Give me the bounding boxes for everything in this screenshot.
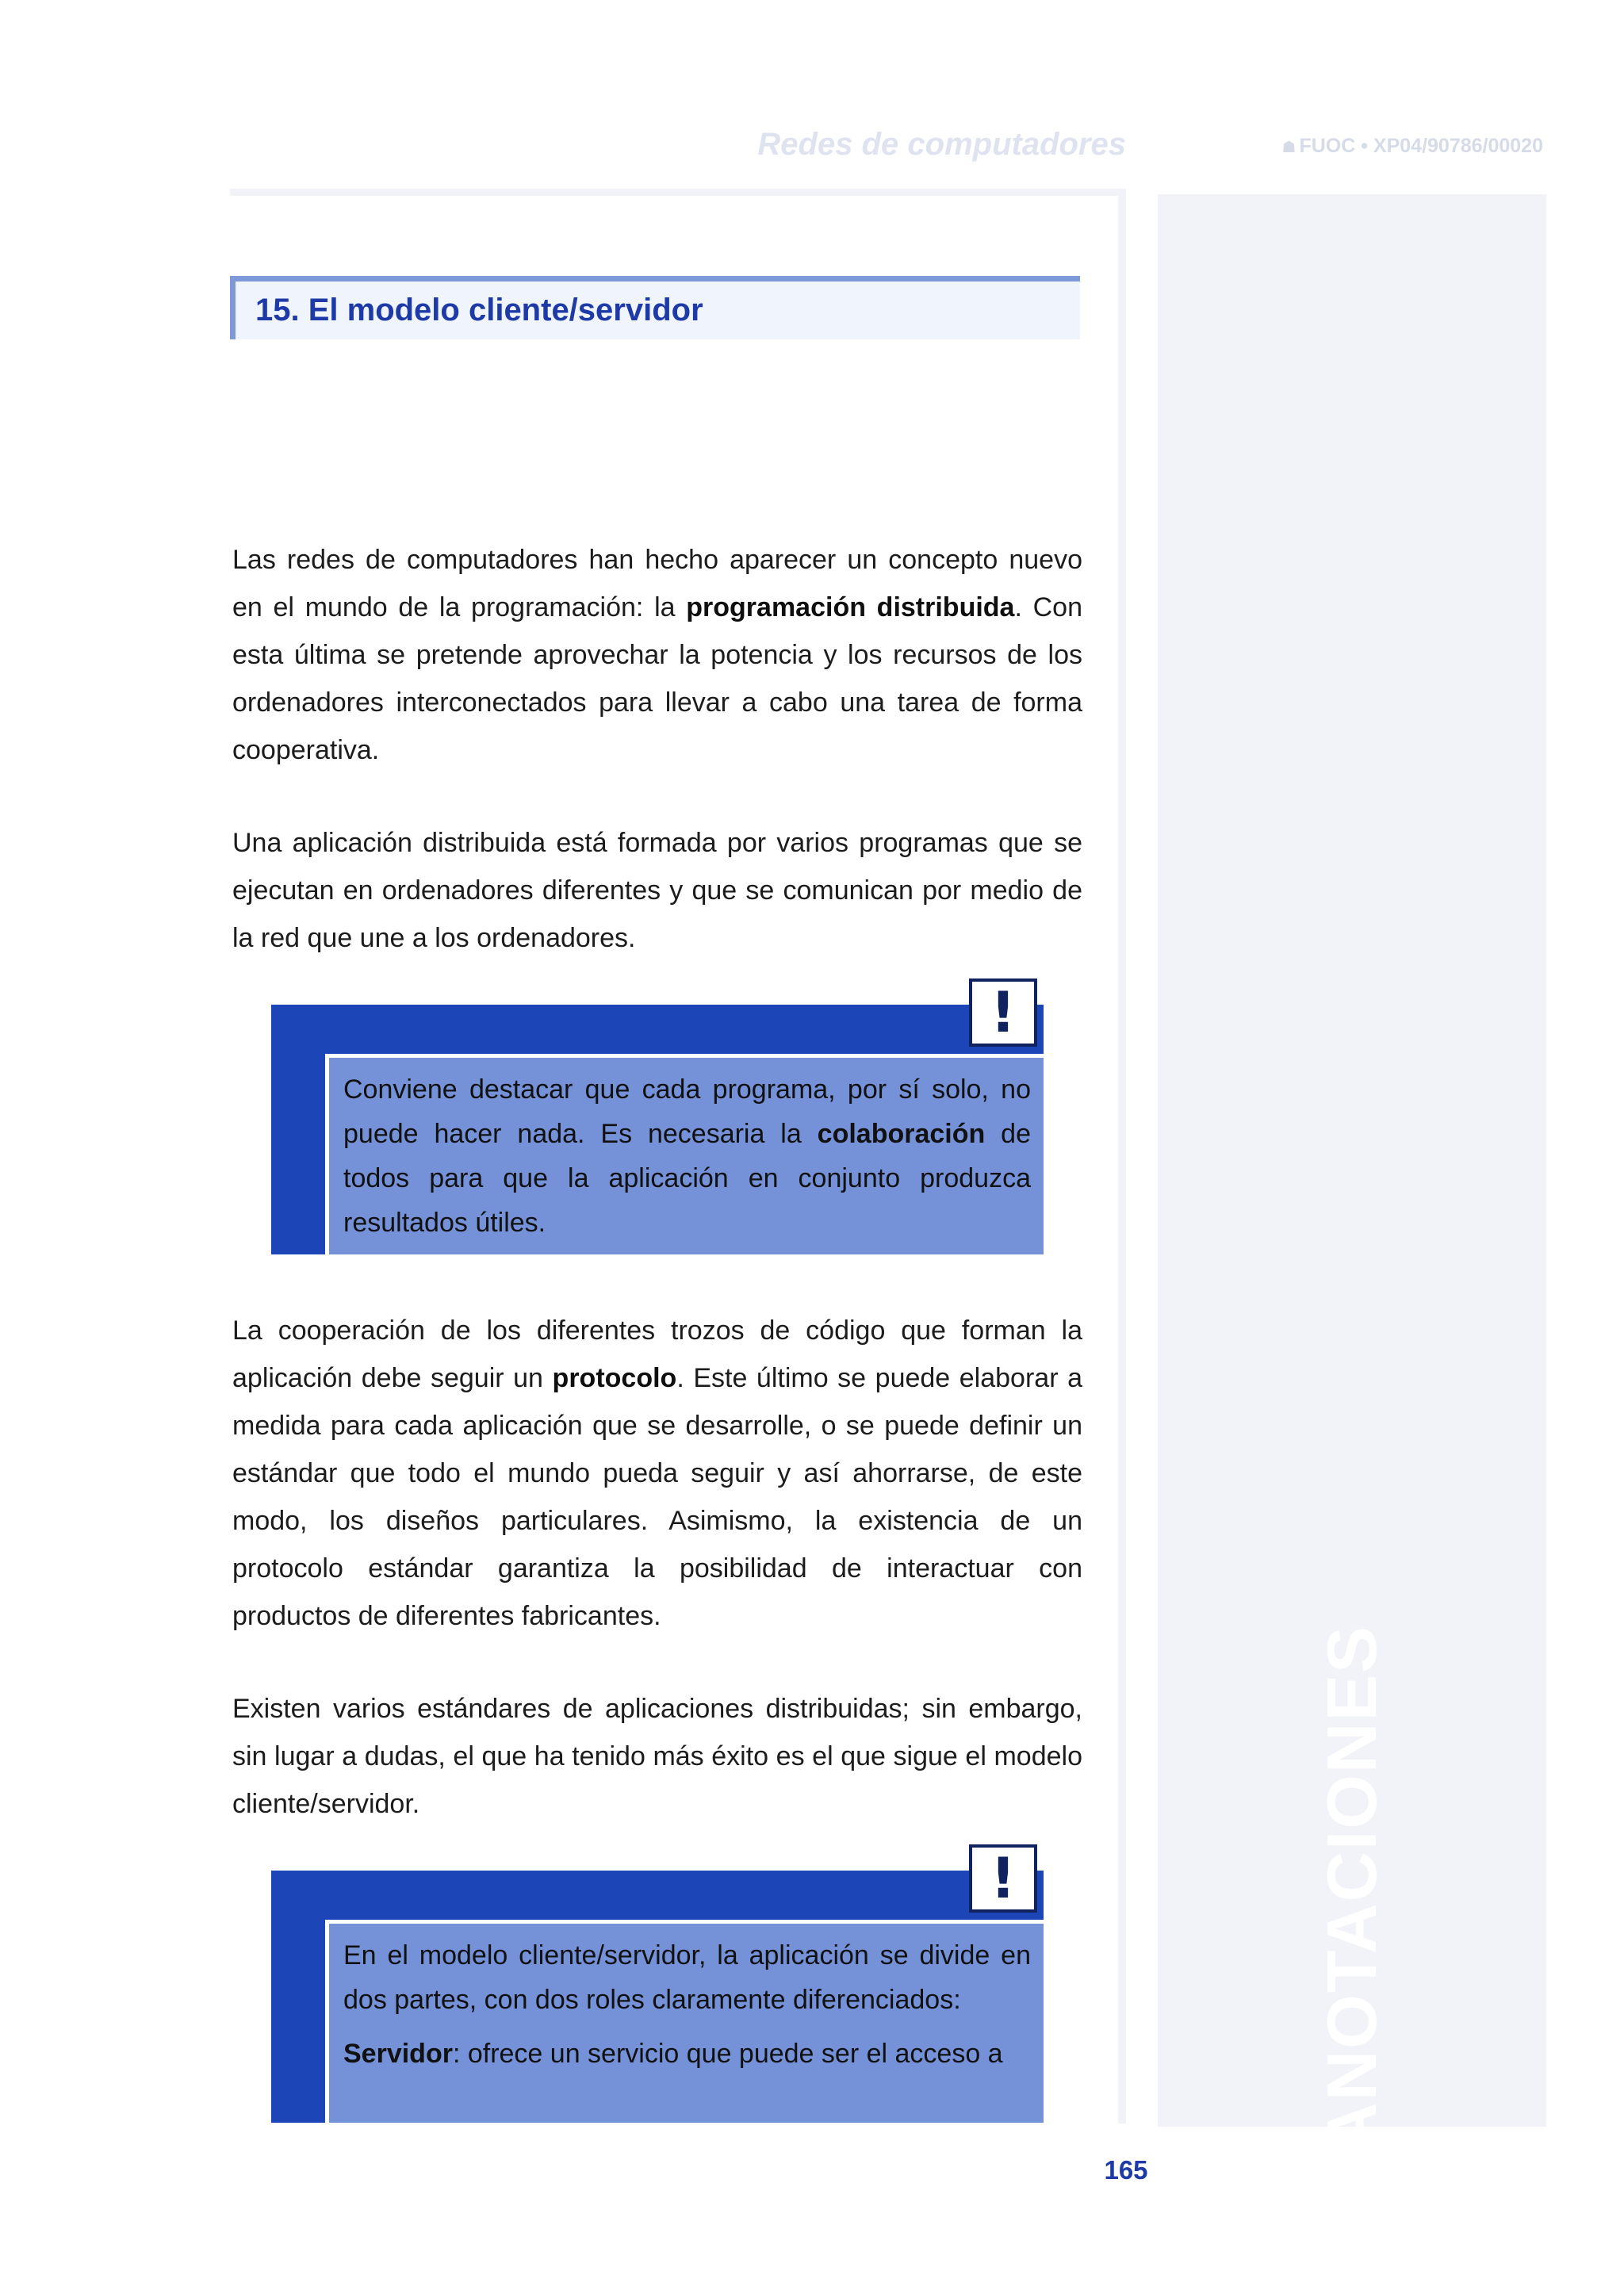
callout-client-server — [271, 1846, 1044, 2123]
callout-colaboracion — [271, 980, 1044, 1254]
header-rule — [230, 189, 1126, 196]
term-colaboracion: colaboración — [817, 1119, 986, 1149]
paragraph-protocol — [232, 1307, 1082, 1640]
column-divider — [1118, 189, 1126, 2124]
paragraph-distributed-app: Una aplicación distribuida está formada por varios programas que se ejecutan en ordenadores diferentes y que se comunican por medio de la red que une a los ordenadores. — [232, 828, 1082, 953]
paragraph-intro — [232, 536, 1082, 774]
running-title: Redes de computadores — [757, 127, 1126, 162]
publisher-logo-icon: ☗ — [1281, 139, 1297, 156]
section-title: 15. El modelo cliente/servidor — [255, 293, 703, 327]
server-definition-text: : ofrece un servicio que puede ser el acceso a — [452, 2039, 1003, 2069]
paragraph-intro-text-1: Las redes de computadores han hecho aparecer un concepto nuevo en el mundo de la programación: la — [232, 545, 1082, 622]
annotations-label-text: ANOTACIONES — [1312, 1625, 1391, 2153]
callout-text-1: Conviene destacar que cada programa, por sí solo, no puede hacer nada. Es necesaria la — [343, 1074, 1031, 1149]
exclamation-icon: ! — [969, 978, 1037, 1047]
publisher-reference-text: FUOC • XP04/90786/00020 — [1299, 135, 1543, 157]
callout-text-2: de todos para que la aplicación en conjunto produzca resultados útiles. — [343, 1119, 1032, 1238]
callout-body — [325, 1920, 1044, 2123]
callout-text — [329, 1058, 1044, 1254]
paragraph-protocol-text-2: . Este último se puede elaborar a medida para cada aplicación que se desarrolle, o se puede definir un estándar que todo el mundo pueda seguir y así ahorrarse, de este modo, los diseños particulares. Asimismo, la existencia de un protocolo estándar garantiza la posibilidad de interactuar con productos de diferentes fabricantes. — [232, 1363, 1082, 1631]
term-programacion-distribuida: programación distribuida — [686, 592, 1015, 622]
paragraph-standards: Existen varios estándares de aplicaciones distribuidas; sin embargo, sin lugar a dudas, el que ha tenido más éxito es el que sigue el modelo cliente/servidor. — [232, 1694, 1082, 1819]
callout-intro: En el modelo cliente/servidor, la aplicación se divide en dos partes, con dos roles claramente diferenciados: — [343, 1940, 1031, 2015]
page-number: 165 — [1104, 2155, 1148, 2185]
callout-server-definition — [329, 2032, 1044, 2085]
callout-body — [325, 1054, 1044, 1254]
exclamation-icon: ! — [969, 1844, 1037, 1913]
callout-top-bar — [271, 1005, 1044, 1054]
publisher-reference — [1237, 135, 1543, 158]
paragraph-protocol-text-1: La cooperación de los diferentes trozos de código que forman la aplicación debe seguir un — [232, 1316, 1082, 1393]
callout-top-bar — [271, 1871, 1044, 1920]
section-heading — [230, 276, 1080, 339]
paragraph-intro-text-2: . Con esta última se pretende aprovechar la potencia y los recursos de los ordenadores interconectados para llevar a cabo una tarea de forma cooperativa. — [232, 592, 1082, 765]
term-servidor: Servidor — [343, 2039, 453, 2069]
term-protocolo: protocolo — [552, 1363, 677, 1393]
